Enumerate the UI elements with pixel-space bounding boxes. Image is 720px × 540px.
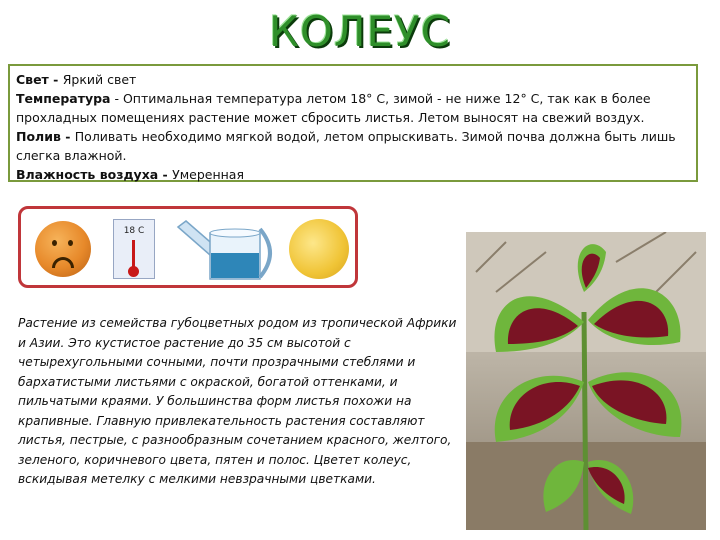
plant-description: Растение из семейства губоцветных родом из тропической Африки и Азии. Это кустистое растение до 35 см высотой с четырехугольными сочными, почти прозрачными стеблями и бархатистыми листьями с окраской, богатой оттенками, и пильчатыми краями. У большинства форм листья похожи на крапивные. Главную привлекательность растения составляют листья, пестрые, с разнообразным сочетанием красного, желтого, зеленого, коричневого цвета, пятен и полос. Цветет колеус, вскидывая метелку с мелкими невзрачными цветками. (18, 316, 457, 486)
page-title: КОЛЕУС (269, 7, 451, 56)
humidity-label: Влажность воздуха - (16, 167, 173, 182)
watering-value: Поливать необходимо мягкой водой, летом опрыскивать. Зимой почва должна быть лишь слегка влажной. (16, 129, 676, 163)
humidity-line (16, 165, 690, 184)
temperature-label: Температура (16, 91, 111, 106)
humidity-value: Умеренная (172, 167, 244, 182)
care-info-box (8, 64, 698, 182)
thermometer-icon (113, 219, 155, 279)
light-value: Яркий свет (62, 72, 137, 87)
care-icons-panel (18, 206, 358, 288)
temperature-value: - Оптимальная температура летом 18° С, зимой - не ниже 12° С, так как в более прохладных помещениях растение может сбросить листья. Летом выносят на свежий воздух. (16, 91, 651, 125)
light-line (16, 70, 690, 89)
sun-icon (289, 219, 349, 279)
watering-can-icon (176, 217, 280, 281)
watering-line (16, 127, 690, 165)
temperature-line (16, 89, 690, 127)
sad-face-icon (35, 221, 91, 277)
thermometer-label: 18 С (123, 226, 145, 236)
coleus-plant-photo (466, 232, 706, 530)
light-label: Свет - (16, 72, 63, 87)
watering-label: Полив - (16, 129, 75, 144)
